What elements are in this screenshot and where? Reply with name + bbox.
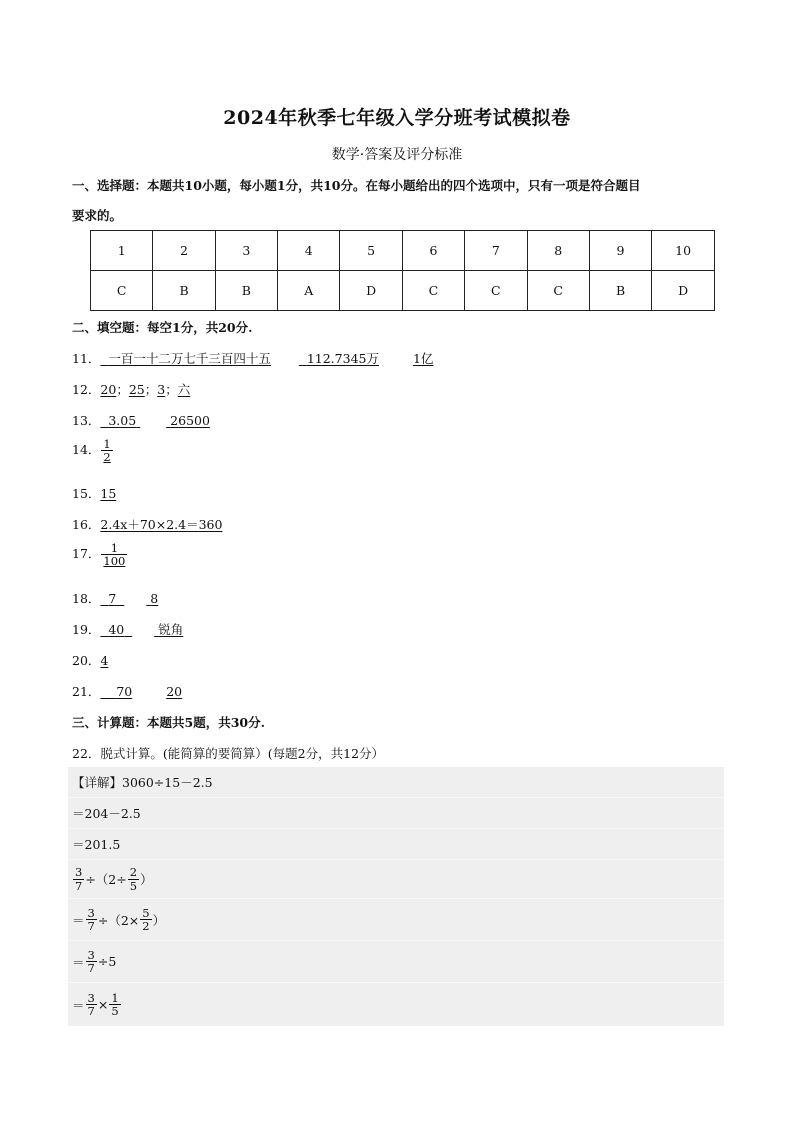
table-cell: 8 [527,231,589,271]
question-number: 11． [72,351,101,366]
page-title: 2024年秋季七年级入学分班考试模拟卷 [223,107,571,129]
answer-blank: 3 [157,382,166,397]
expression-text: ÷5 [97,954,117,969]
solution-line [68,899,724,941]
fill-q17 [72,542,128,567]
table-cell: 5 [340,231,402,271]
fraction-denominator: 7 [87,961,95,975]
fraction-denominator: 2 [103,450,111,465]
answer-blank [100,622,132,637]
answer-blank: 4 [100,653,109,668]
fraction [86,907,97,932]
fill-q19 [72,620,183,638]
fraction-numerator: 3 [75,865,83,880]
table-cell: D [652,271,715,311]
expression-text: ÷（2÷ [85,872,127,887]
fraction [128,866,139,891]
fraction-denominator: 5 [129,878,138,893]
fill-q12 [72,380,190,398]
question-number: 20． [72,653,101,668]
solution-line [68,983,724,1026]
expression-text: ÷（2× [97,912,140,928]
answer-blank [100,351,270,366]
answer-blank [100,684,132,699]
solution-line: ＝204－2.5 [68,798,724,829]
fraction-denominator: 7 [75,878,83,893]
fill-q13 [72,411,210,429]
table-cell: 3 [215,231,277,271]
fraction-denominator: 100 [103,554,126,569]
question-number: 14． [72,442,101,458]
answer-text: 40 [108,622,125,637]
fraction [73,866,84,891]
fraction-numerator: 3 [87,905,95,920]
section2-heading: 二、填空题：每空1分，共20分. [72,320,253,335]
answer-blank [154,622,183,637]
answer-fraction [101,542,127,567]
answer-blank [146,591,158,606]
table-cell: 4 [278,231,340,271]
fraction-numerator: 3 [87,947,95,962]
table-cell: B [153,271,215,311]
answer-text: 26500 [170,413,210,428]
question-number: 12． [72,382,101,397]
table-cell: C [527,271,589,311]
separator: ； [165,382,178,397]
fraction-numerator: 5 [142,905,150,920]
fill-q15 [72,484,116,502]
answer-blank: 20 [100,382,117,397]
expression-text: ） [140,872,153,887]
question-number: 21． [72,684,101,699]
expression-text: ＝ [72,912,85,928]
answer-text: 112.7345万 [306,351,379,366]
question-number: 17． [72,546,101,562]
expression-text: ＝ [72,954,85,970]
solution-line [68,860,724,899]
answer-text: 3.05 [108,413,137,428]
answer-blank: 25 [128,382,145,397]
table-cell: 10 [652,231,715,271]
table-cell: B [215,271,277,311]
fraction-numerator: 1 [103,437,111,451]
answer-text: 7 [108,591,117,606]
answer-blank [166,413,210,428]
answer-blank: 20 [166,684,183,699]
fill-q14 [72,438,114,463]
fill-q16 [72,515,222,533]
question-number: 19． [72,622,101,637]
answer-table-answer-row [91,271,715,311]
fraction-numerator: 1 [110,541,119,555]
fill-q11 [72,349,433,367]
fill-q18 [72,589,158,607]
fraction [140,907,151,932]
answer-blank: 2.4x＋70×2.4＝360 [100,517,223,532]
solution-line: 【详解】3060÷15－2.5 [68,767,724,798]
page-subtitle: 数学·答案及评分标准 [331,147,463,163]
fill-q21 [72,682,182,700]
fraction [109,992,120,1017]
answer-blank: 1亿 [412,351,434,366]
fraction-numerator: 3 [87,990,95,1005]
expression-text: × [97,997,109,1012]
solution-line [68,941,724,983]
table-cell: C [402,271,464,311]
answer-blank: 15 [100,486,117,501]
table-cell: 1 [91,231,153,271]
section1-heading-line2: 要求的。 [72,208,123,223]
answer-text: 70 [116,684,133,699]
answer-text: 一百一十二万七千三百四十五 [108,351,271,366]
table-cell: C [465,271,527,311]
section1-heading-line1: 一、选择题：本题共10小题，每小题1分，共10分。在每小题给出的四个选项中，只有一项是符合题目 [72,178,641,193]
fraction-denominator: 2 [142,919,150,933]
answer-blank [299,351,379,366]
answer-text: 8 [150,591,159,606]
question-number: 16． [72,517,101,532]
question-22: 22．脱式计算。(能简算的要简算）(每题2分，共12分） [72,746,385,761]
answer-table-number-row [91,231,715,271]
answer-blank [100,413,140,428]
table-cell: A [278,271,340,311]
table-cell: 7 [465,231,527,271]
fraction [86,992,97,1017]
expression-text: ＝ [72,997,85,1013]
table-cell: 2 [153,231,215,271]
table-cell: 6 [402,231,464,271]
question-number: 18． [72,591,101,606]
separator: ； [144,382,158,397]
table-cell: 9 [589,231,651,271]
fraction-denominator: 7 [87,919,95,933]
expression-text: ） [152,912,166,928]
answer-fraction [101,438,112,463]
fill-q20 [72,651,108,669]
table-cell: B [589,271,651,311]
question-number: 13． [72,413,101,428]
fraction-denominator: 7 [87,1004,95,1018]
answer-text: 锐角 [158,622,184,637]
table-cell: D [340,271,402,311]
answer-blank: 六 [177,382,191,397]
answer-blank [100,591,124,606]
question-number: 15． [72,486,101,501]
fraction-numerator: 1 [111,990,119,1005]
solution-line: ＝201.5 [68,829,724,860]
table-cell: C [91,271,153,311]
fraction-numerator: 2 [129,865,138,880]
section3-heading: 三、计算题：本题共5题，共30分. [72,715,265,730]
answer-table [90,230,715,311]
separator: ； [116,382,129,397]
solution-detail-box [68,767,724,1026]
fraction [86,949,97,974]
fraction-denominator: 5 [111,1004,119,1018]
